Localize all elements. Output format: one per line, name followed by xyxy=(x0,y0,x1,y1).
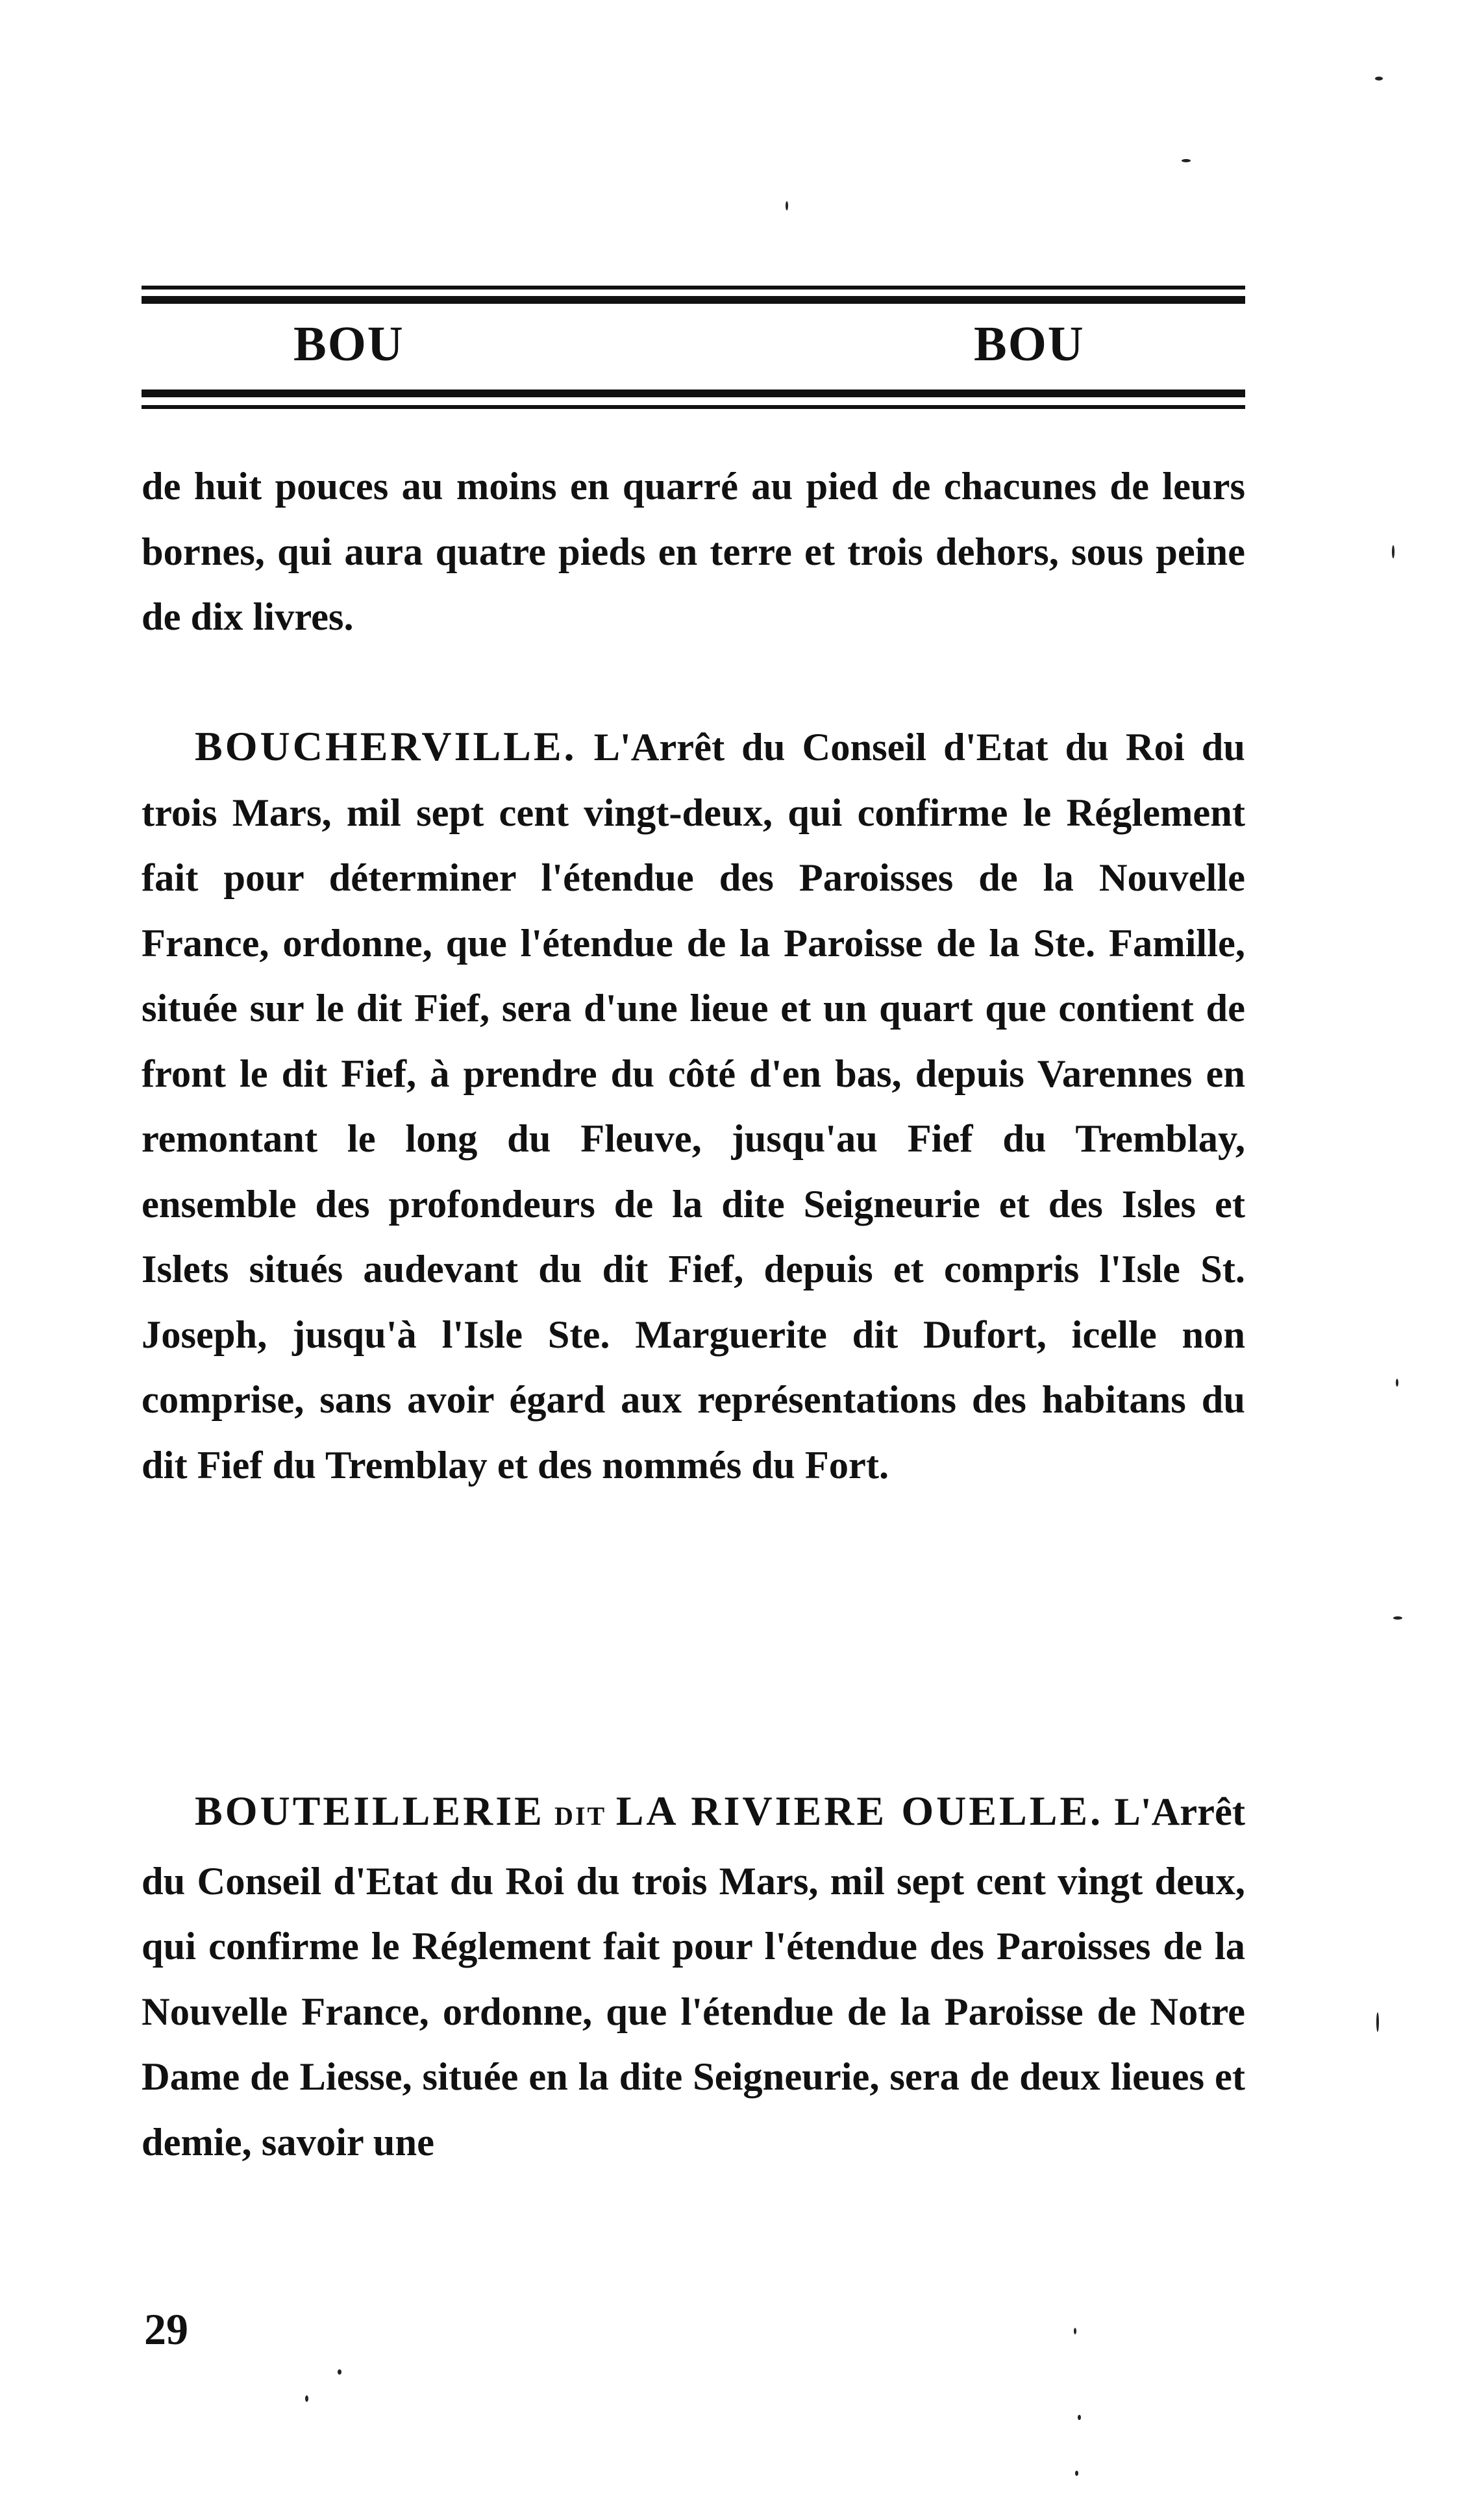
header-rule-top-thick xyxy=(142,296,1245,304)
paragraph-text: L'Arrêt du Conseil d'Etat du Roi du trois Mars, mil sept cent vingt deux, qui confirme le Réglement fait pour l'étendue des Paroisses de la Nouvelle France, ordonne, que l'étendue de la Paroisse de Notre Dame de Liesse, située en la dite Seigneurie, sera de deux lieues et demie, savoir une xyxy=(142,1790,1245,2164)
scan-speck xyxy=(1078,2415,1081,2420)
paragraph-text: de huit pouces au moins en quarré au pied de chacunes de leurs bornes, qui aura quatre pieds en terre et trois dehors, sous peine de dix livres. xyxy=(142,465,1245,639)
header-rule-top-thin xyxy=(142,286,1245,290)
header-rule-bottom-thick xyxy=(142,389,1245,397)
scan-speck xyxy=(338,2369,341,2375)
scan-speck xyxy=(305,2395,308,2402)
scan-speck xyxy=(1074,2328,1076,2334)
scan-speck xyxy=(1396,1379,1398,1387)
entry-boucherville xyxy=(142,714,1245,1498)
scan-speck xyxy=(1376,2012,1379,2032)
paragraph-text: L'Arrêt du Conseil d'Etat du Roi du trois Mars, mil sept cent vingt-deux, qui confirme le Réglement fait pour déterminer l'étendue des Paroisses de la Nouvelle France, ordonne, que l'étendue de la Paroisse de la Ste. Famille, située sur le dit Fief, sera d'une lieue et un quart que contient de front le dit Fief, à prendre du côté d'en bas, depuis Varennes en remontant le long du Fleuve, jusqu'au Fief du Tremblay, ensemble des profondeurs de la dite Seigneurie et des Isles et Islets situés audevant du dit Fief, depuis et compris l'Isle St. Joseph, jusqu'à l'Isle Ste. Marguerite dit Dufort, icelle non comprise, sans avoir égard aux représentations des habitans du dit Fief du Tremblay et des nommés du Fort. xyxy=(142,726,1245,1487)
paragraph-continuation xyxy=(142,454,1245,650)
scan-speck xyxy=(1392,545,1394,558)
entry-heading-part1: BOUTEILLERIE xyxy=(195,1788,545,1834)
scan-speck xyxy=(786,201,788,210)
scan-speck xyxy=(1375,77,1383,80)
scan-speck xyxy=(1182,159,1191,162)
entry-heading-part2: LA RIVIERE OUELLE. xyxy=(615,1788,1104,1834)
page-number: 29 xyxy=(144,2304,188,2354)
entry-bouteillerie xyxy=(142,1779,1245,2175)
entry-heading: BOUCHERVILLE. xyxy=(195,723,577,769)
scan-speck xyxy=(1075,2471,1078,2476)
entry-heading-dit: DIT xyxy=(544,1801,616,1831)
header-rule-bottom-thin xyxy=(142,405,1245,409)
scan-speck xyxy=(1393,1616,1402,1620)
running-head-right: BOU xyxy=(974,317,1085,371)
running-head-left: BOU xyxy=(293,317,404,371)
